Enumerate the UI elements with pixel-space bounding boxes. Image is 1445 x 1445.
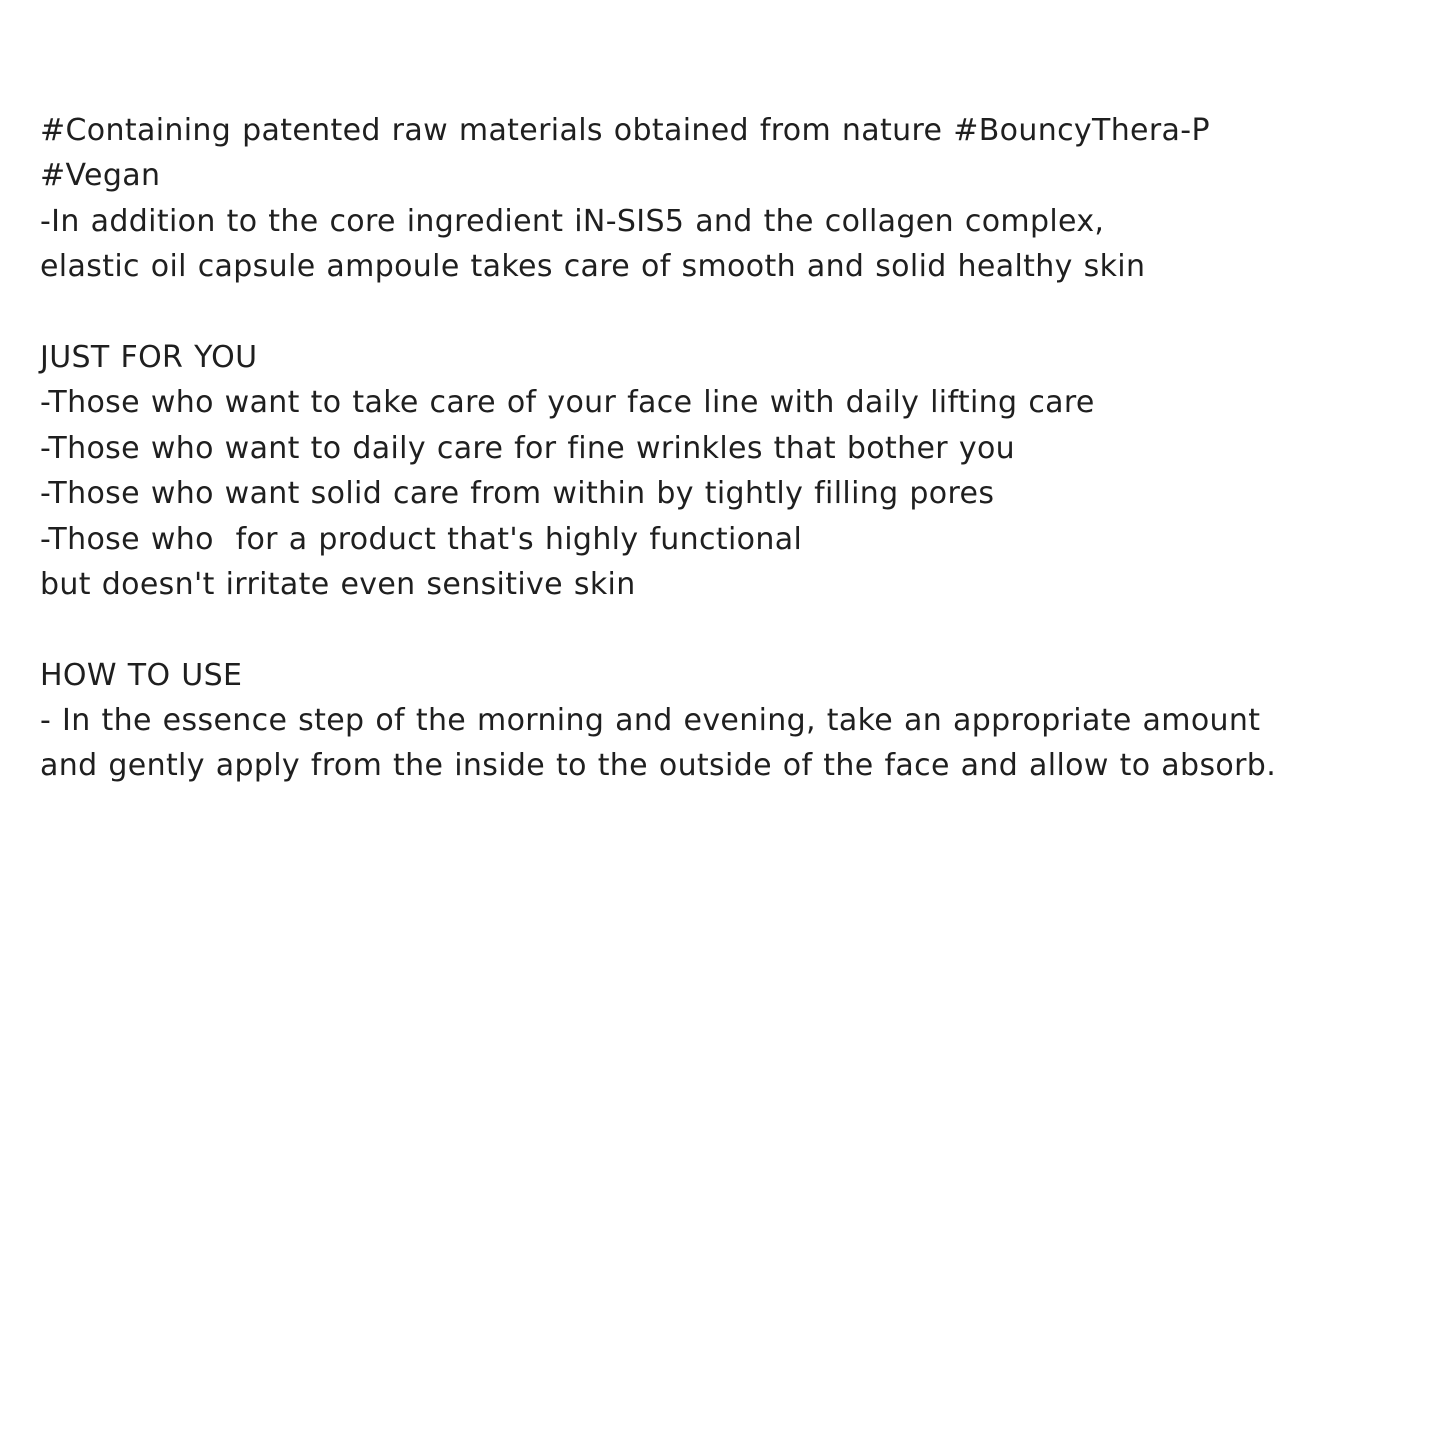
- just-for-you-heading: JUST FOR YOU: [40, 339, 258, 375]
- just-for-you-line: -Those who want solid care from within by tightly filling pores: [40, 476, 995, 512]
- just-for-you-line: -Those who want to take care of your face line with daily lifting care: [40, 385, 1095, 421]
- just-for-you-line: but doesn't irritate even sensitive skin: [40, 566, 636, 602]
- just-for-you-line: -Those who want to daily care for fine wrinkles that bother you: [40, 430, 1016, 466]
- just-for-you-section: [40, 335, 1410, 607]
- intro-line: elastic oil capsule ampoule takes care of smooth and solid healthy skin: [40, 249, 1146, 285]
- just-for-you-line: -Those who for a product that's highly functional: [40, 521, 803, 557]
- how-to-use-line: and gently apply from the inside to the outside of the face and allow to absorb.: [40, 748, 1277, 784]
- intro-line: #Containing patented raw materials obtained from nature #BouncyThera-P: [40, 113, 1210, 148]
- how-to-use-section: [40, 653, 1410, 789]
- section-gap: [40, 290, 1410, 335]
- intro-line: -In addition to the core ingredient iN-SIS5 and the collagen complex,: [40, 203, 1105, 239]
- section-gap: [40, 607, 1410, 652]
- how-to-use-heading: HOW TO USE: [40, 657, 243, 693]
- how-to-use-line: - In the essence step of the morning and evening, take an appropriate amount: [40, 703, 1261, 739]
- intro-line: #Vegan: [40, 158, 161, 194]
- intro-section: [40, 108, 1410, 290]
- product-description: [40, 108, 1410, 789]
